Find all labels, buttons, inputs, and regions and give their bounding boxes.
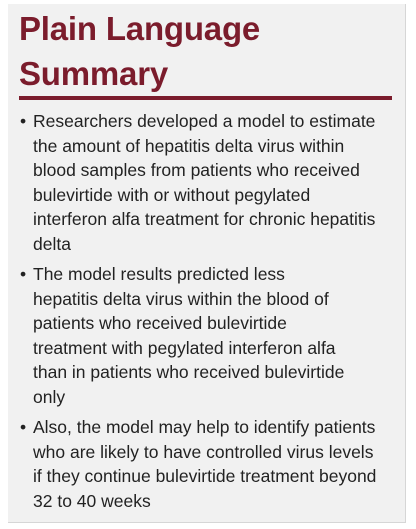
bullet-marker: •: [20, 111, 27, 131]
bullet-text: Researchers developed a model to estimate the amount of hepatitis delta virus within blood samples from patients who received bulevirtide with or without pegylated interferon alfa treatment for chronic hepatitis delta: [33, 111, 376, 254]
plain-language-summary-panel: [8, 4, 406, 523]
title-divider: [19, 96, 392, 100]
panel-title: Plain Language Summary: [19, 10, 261, 92]
bullet-text: Also, the model may help to identify patients who are likely to have controlled virus levels if they continue bulevirtide treatment beyond 32 to 40 weeks: [33, 417, 377, 511]
bullet-text: The model results predicted less hepatitis delta virus within the blood of patients who received bulevirtide treatment with pegylated interferon alfa than in patients who received bulevirtide only: [33, 264, 345, 407]
summary-bullet: [20, 262, 402, 409]
summary-bullet: [20, 109, 402, 256]
bullet-marker: •: [20, 264, 27, 284]
summary-bullet-list: [20, 109, 402, 519]
summary-bullet: [20, 415, 402, 513]
bullet-marker: •: [20, 417, 27, 437]
